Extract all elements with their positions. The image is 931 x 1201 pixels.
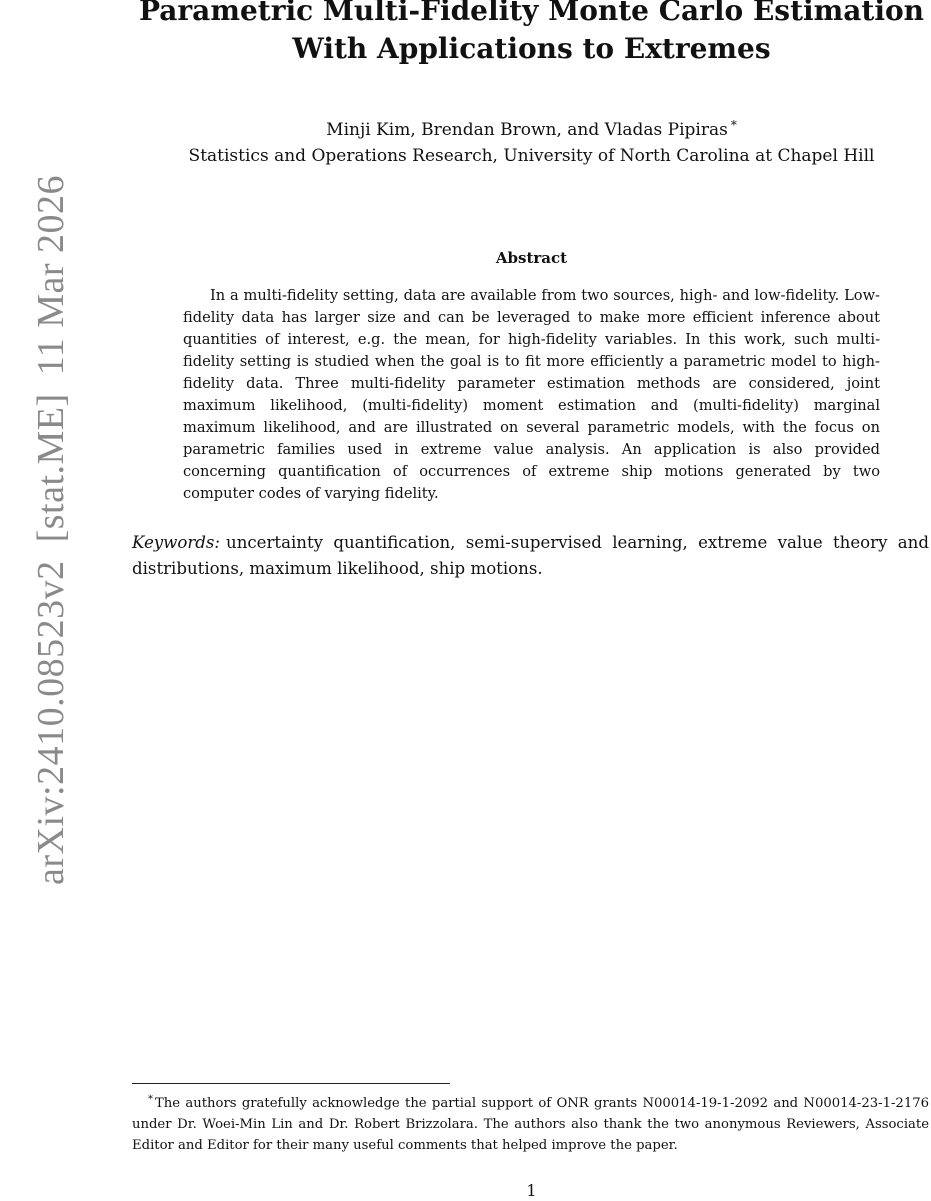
footnote <box>132 1089 929 1156</box>
author-names: Minji Kim, Brendan Brown, and Vladas Pipiras <box>326 120 728 140</box>
author-affiliation: Statistics and Operations Research, University of North Carolina at Chapel Hill <box>188 146 875 166</box>
page-number: 1 <box>526 1181 537 1200</box>
title-line-1: Parametric Multi-Fidelity Monte Carlo Estimation <box>138 0 925 27</box>
arxiv-side-stamp <box>32 157 70 885</box>
paper-title <box>132 0 931 68</box>
author-names-line <box>132 112 931 143</box>
arxiv-date: 11 Mar 2026 <box>30 174 72 376</box>
arxiv-category: [stat.ME] <box>30 393 72 543</box>
arxiv-identifier: arXiv:2410.08523v2 <box>30 560 72 885</box>
abstract-heading: Abstract <box>495 249 568 267</box>
author-block <box>132 112 931 169</box>
keywords-text: uncertainty quantification, semi-supervised learning, extreme value theory and distributions, maximum likelihood, ship motions. <box>132 533 929 578</box>
abstract-text: In a multi-fidelity setting, data are available from two sources, high- and low-fidelity. Low-fidelity data has larger size and can be leveraged to make more efficient inference about quantities of interest, e.g. the mean, for high-fidelity variables. In this work, such multi-fidelity setting is studied when the goal is to fit more efficiently a parametric model to high-fidelity data. Three multi-fidelity parameter estimation methods are considered, joint maximum likelihood, (multi-fidelity) moment estimation and (multi-fidelity) marginal maximum likelihood, and are illustrated on several parametric models, with the focus on parametric families used in extreme value analysis. An application is also provided concerning quantification of occurrences of extreme ship motions generated by two computer codes of varying fidelity. <box>183 287 880 502</box>
footnote-text: The authors gratefully acknowledge the partial support of ONR grants N00014-19-1-2092 and N00014-23-1-2176 under Dr. Woei-Min Lin and Dr. Robert Brizzolara. The authors also thank the two anonymous Reviewers, Associate Editor and Editor for their many useful comments that helped improve the paper. <box>132 1096 929 1153</box>
title-line-2: With Applications to Extremes <box>292 32 771 65</box>
author-footnote-marker: * <box>730 118 737 132</box>
footnote-divider <box>132 1083 450 1084</box>
keywords-paragraph <box>132 530 929 582</box>
keywords-label: Keywords: <box>132 533 221 552</box>
footnote-marker: * <box>148 1094 153 1105</box>
